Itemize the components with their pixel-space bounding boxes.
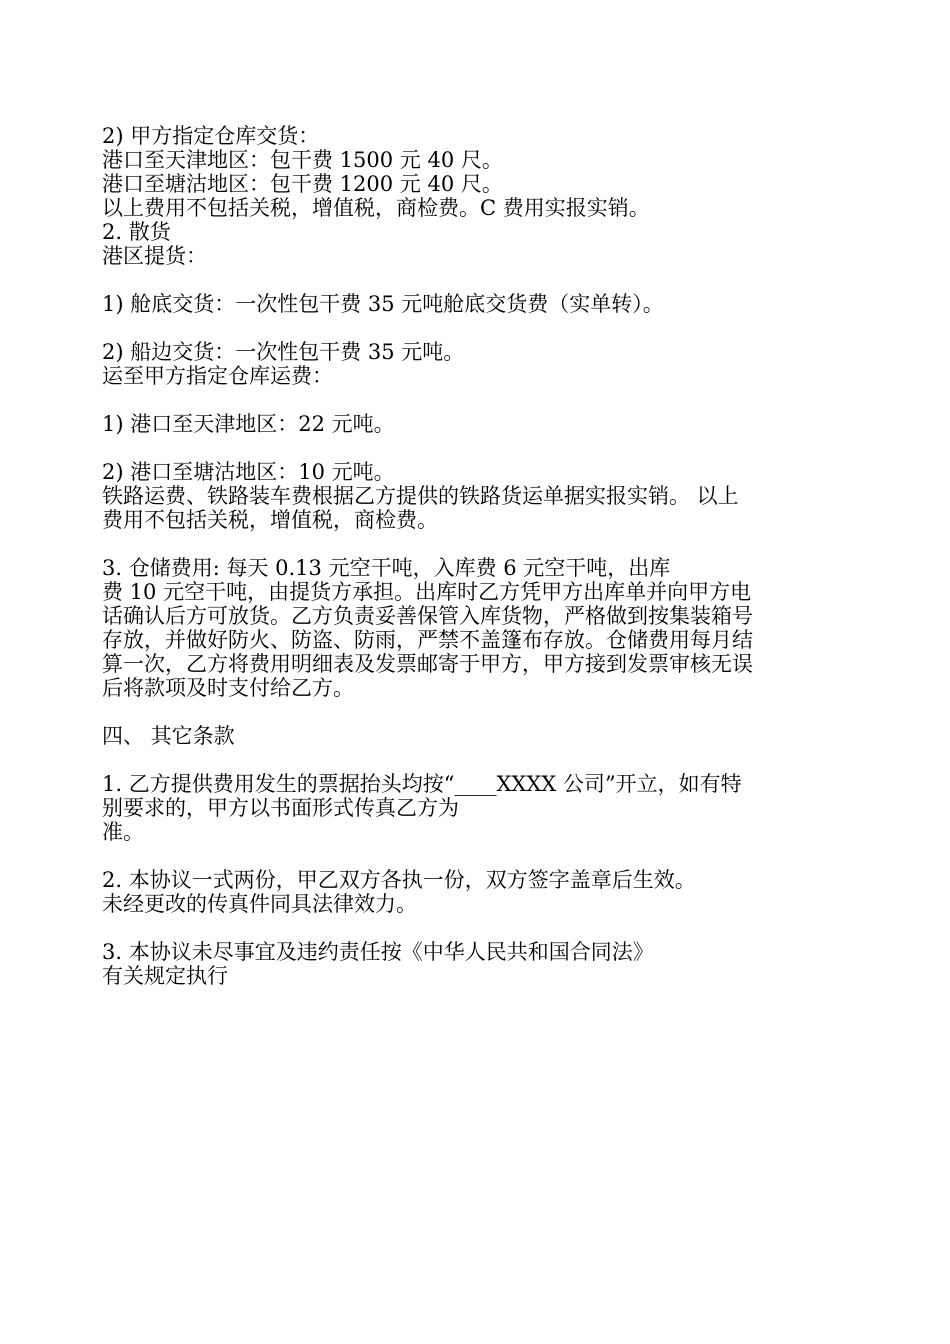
text-line: 1) 舱底交货：一次性包干费 35 元吨舱底交货费（实单转）。 (102, 292, 664, 316)
text-line: 话确认后方可放货。乙方负责妥善保管入库货物，严格做到按集装箱号 (102, 604, 753, 628)
section-heading: 2. 散货 (102, 220, 171, 244)
text-line: 存放，并做好防火、防盗、防雨，严禁不盖篷布存放。仓储费用每月结 (102, 628, 753, 652)
text-line: 铁路运费、铁路装车费根据乙方提供的铁路货运单据实报实销。 以上 (102, 484, 739, 508)
text-line: 1) 港口至天津地区：22 元吨。 (102, 412, 395, 436)
text-line: 港口至天津地区：包干费 1500 元 40 尺。 (102, 148, 503, 172)
text-line: 港区提货： (102, 244, 207, 268)
paragraph-gap (102, 316, 862, 340)
document-page (102, 124, 862, 988)
paragraph-gap (102, 916, 862, 940)
text-line: 港口至塘沽地区：包干费 1200 元 40 尺。 (102, 172, 503, 196)
paragraph-gap (102, 268, 862, 292)
text-line: 2) 甲方指定仓库交货： (102, 124, 320, 148)
text-line: 有关规定执行 (102, 964, 228, 988)
text-line: 别要求的，甲方以书面形式传真乙方为 (102, 796, 459, 820)
text-line: 2) 港口至塘沽地区：10 元吨。 (102, 460, 395, 484)
paragraph-gap (102, 436, 862, 460)
paragraph-gap (102, 748, 862, 772)
text-line: 后将款项及时支付给乙方。 (102, 676, 354, 700)
text-line: 1. 乙方提供费用发生的票据抬头均按“____XXXX 公司”开立，如有特 (102, 772, 742, 796)
text-line: 算一次，乙方将费用明细表及发票邮寄于甲方，甲方接到发票审核无误 (102, 652, 753, 676)
paragraph-gap (102, 532, 862, 556)
text-line: 费 10 元空干吨，由提货方承担。出库时乙方凭甲方出库单并向甲方电 (102, 580, 752, 604)
section-heading: 四、 其它条款 (102, 724, 235, 748)
text-line: 以上费用不包括关税，增值税，商检费。C 费用实报实销。 (102, 196, 650, 220)
text-line: 3. 仓储费用: 每天 0.13 元空干吨，入库费 6 元空干吨，出库 (102, 556, 671, 580)
text-line: 费用不包括关税，增值税，商检费。 (102, 508, 438, 532)
paragraph-gap (102, 388, 862, 412)
text-line: 未经更改的传真件同具法律效力。 (102, 892, 417, 916)
text-line: 2) 船边交货：一次性包干费 35 元吨。 (102, 340, 465, 364)
text-line: 运至甲方指定仓库运费： (102, 364, 333, 388)
paragraph-gap (102, 700, 862, 724)
text-line: 2. 本协议一式两份，甲乙双方各执一份，双方签字盖章后生效。 (102, 868, 696, 892)
text-line: 准。 (102, 820, 144, 844)
text-line: 3. 本协议未尽事宜及违约责任按《中华人民共和国合同法》 (102, 940, 654, 964)
paragraph-gap (102, 844, 862, 868)
